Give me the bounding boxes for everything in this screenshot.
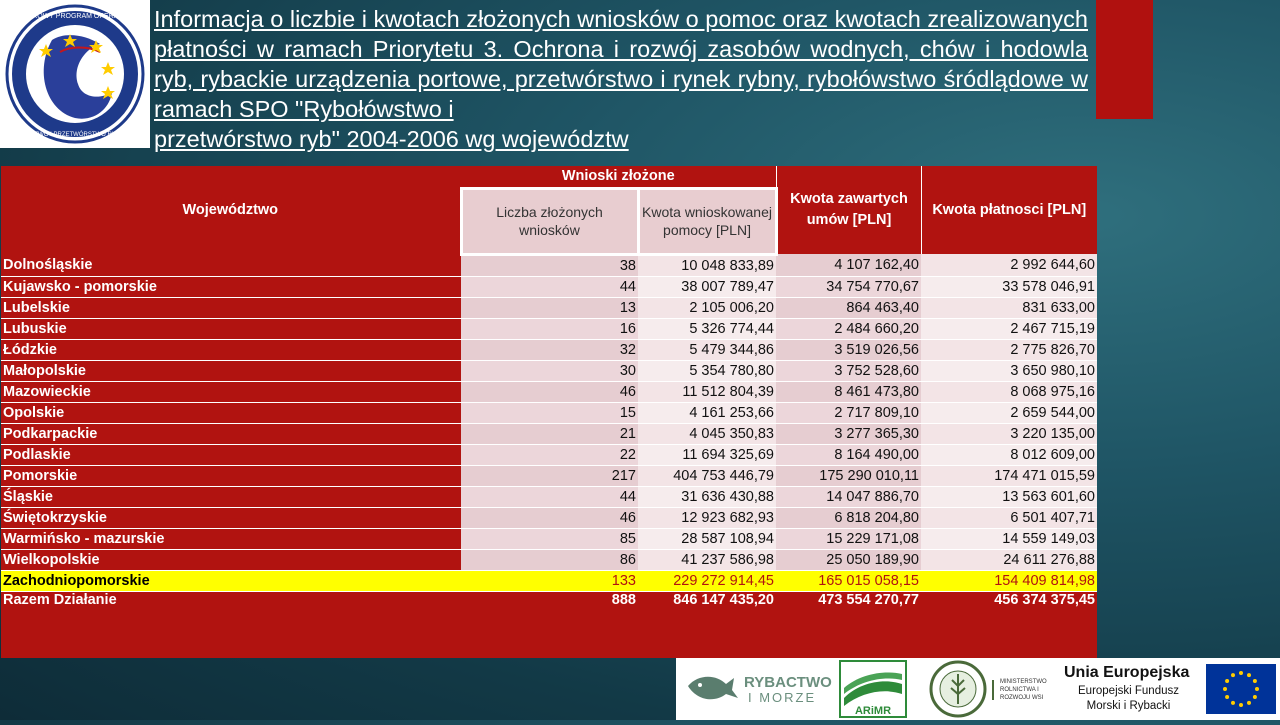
voivodeship-cell: Lubuskie	[1, 318, 461, 339]
contracts-cell: 175 290 010,11	[776, 465, 921, 486]
contracts-cell: 14 047 886,70	[776, 486, 921, 507]
contracts-cell: 2 484 660,20	[776, 318, 921, 339]
payments-cell: 6 501 407,71	[921, 507, 1097, 528]
table-row	[1, 465, 1097, 486]
voivodeship-cell: Podlaskie	[1, 444, 461, 465]
count-cell: 133	[461, 570, 638, 591]
title-main: Informacja o liczbie i kwotach złożonych wniosków o pomoc oraz kwotach zrealizowanych płatności w ramach Priorytetu 3. Ochrona i rozwój zasobów wodnych, chów i hodowla ryb, rybackie urządzenia portowe, przetwórstwo i rynek rybny, rybołówstwo śródlądowe w ramach SPO "Rybołówstwo i	[154, 6, 1088, 122]
contracts-cell: 8 164 490,00	[776, 444, 921, 465]
payments-cell: 2 467 715,19	[921, 318, 1097, 339]
requested-cell: 4 045 350,83	[638, 423, 776, 444]
count-cell: 85	[461, 528, 638, 549]
eu-subtitle: Europejski Fundusz Morski i Rybacki	[1078, 685, 1179, 712]
voivodeship-cell: Podkarpackie	[1, 423, 461, 444]
requested-cell: 11 694 325,69	[638, 444, 776, 465]
header-applications-group: Wnioski złożone	[461, 166, 776, 188]
payments-cell: 8 068 975,16	[921, 381, 1097, 402]
table-row	[1, 528, 1097, 549]
eu-flag	[1206, 664, 1276, 714]
total-name-cell: Razem Działanie	[1, 591, 461, 610]
ministry-logo	[926, 658, 1056, 720]
requested-cell: 5 354 780,80	[638, 360, 776, 381]
eu-star-icon	[1231, 701, 1235, 705]
table-row	[1, 402, 1097, 423]
table-row	[1, 570, 1097, 591]
requested-cell: 229 272 914,45	[638, 570, 776, 591]
voivodeship-cell: Łódzkie	[1, 339, 461, 360]
eu-star-icon	[1247, 673, 1251, 677]
header-contracts: Kwota zawartych umów [PLN]	[776, 166, 921, 254]
contracts-cell: 864 463,40	[776, 297, 921, 318]
payments-cell: 3 220 135,00	[921, 423, 1097, 444]
requested-cell: 4 161 253,66	[638, 402, 776, 423]
table-row	[1, 549, 1097, 570]
voivodeship-cell: Małopolskie	[1, 360, 461, 381]
table-row	[1, 297, 1097, 318]
decorative-red-block	[1096, 0, 1153, 119]
payments-cell: 2 659 544,00	[921, 402, 1097, 423]
contracts-cell: 3 519 026,56	[776, 339, 921, 360]
contracts-cell: 3 752 528,60	[776, 360, 921, 381]
voivodeship-cell: Warmińsko - mazurskie	[1, 528, 461, 549]
count-cell: 46	[461, 507, 638, 528]
voivodeship-cell: Kujawsko - pomorskie	[1, 276, 461, 297]
count-cell: 21	[461, 423, 638, 444]
total-contracts-cell: 473 554 270,77	[776, 591, 921, 610]
payments-cell: 174 471 015,59	[921, 465, 1097, 486]
contracts-cell: 15 229 171,08	[776, 528, 921, 549]
header-application-count: Liczba złożonych wniosków	[461, 188, 638, 254]
arimr-text: ARiMR	[854, 705, 892, 717]
requested-cell: 10 048 833,89	[638, 254, 776, 276]
rybactwo-logo	[682, 658, 832, 720]
count-cell: 217	[461, 465, 638, 486]
voivodeship-cell: Pomorskie	[1, 465, 461, 486]
arimr-logo	[836, 658, 910, 720]
count-cell: 30	[461, 360, 638, 381]
payments-cell: 3 650 980,10	[921, 360, 1097, 381]
ministry-text: MINISTERSTWO ROLNICTWA I ROZWOJU WSI	[1000, 679, 1047, 701]
payments-cell: 8 012 609,00	[921, 444, 1097, 465]
table-row	[1, 318, 1097, 339]
voivodeship-cell: Śląskie	[1, 486, 461, 507]
contracts-cell: 4 107 162,40	[776, 254, 921, 276]
count-cell: 38	[461, 254, 638, 276]
requested-cell: 2 105 006,20	[638, 297, 776, 318]
payments-cell: 13 563 601,60	[921, 486, 1097, 507]
eu-star-icon	[1225, 695, 1229, 699]
header-voivodeship: Województwo	[1, 166, 461, 254]
eu-star-icon	[1239, 671, 1243, 675]
voivodeship-cell: Świętokrzyskie	[1, 507, 461, 528]
count-cell: 86	[461, 549, 638, 570]
requested-cell: 31 636 430,88	[638, 486, 776, 507]
program-logo	[0, 0, 150, 148]
payments-cell: 2 775 826,70	[921, 339, 1097, 360]
eu-star-icon	[1223, 687, 1227, 691]
requested-cell: 404 753 446,79	[638, 465, 776, 486]
eu-star-icon	[1247, 701, 1251, 705]
count-cell: 32	[461, 339, 638, 360]
table-row	[1, 339, 1097, 360]
requested-cell: 11 512 804,39	[638, 381, 776, 402]
logo-text-top: SEKTOROWY PROGRAM OPERACYJNY	[8, 13, 142, 20]
table-row	[1, 360, 1097, 381]
rybactwo-line1: RYBACTWO	[744, 674, 832, 691]
data-table	[1, 166, 1097, 658]
eu-star-icon	[1253, 695, 1257, 699]
contracts-cell: 3 277 365,30	[776, 423, 921, 444]
payments-cell: 831 633,00	[921, 297, 1097, 318]
voivodeship-cell: Zachodniopomorskie	[1, 570, 461, 591]
footer-logos	[676, 658, 1280, 720]
rybactwo-line2: I MORZE	[748, 690, 817, 705]
count-cell: 13	[461, 297, 638, 318]
total-row	[1, 591, 1097, 610]
contracts-cell: 2 717 809,10	[776, 402, 921, 423]
payments-cell: 154 409 814,98	[921, 570, 1097, 591]
table-row	[1, 381, 1097, 402]
contracts-cell: 34 754 770,67	[776, 276, 921, 297]
payments-cell: 33 578 046,91	[921, 276, 1097, 297]
voivodeship-cell: Mazowieckie	[1, 381, 461, 402]
table-row	[1, 276, 1097, 297]
requested-cell: 28 587 108,94	[638, 528, 776, 549]
payments-cell: 24 611 276,88	[921, 549, 1097, 570]
table-row	[1, 254, 1097, 276]
payments-cell: 14 559 149,03	[921, 528, 1097, 549]
requested-cell: 12 923 682,93	[638, 507, 776, 528]
total-payments-cell: 456 374 375,45	[921, 591, 1097, 610]
table-row	[1, 423, 1097, 444]
table-row	[1, 486, 1097, 507]
voivodeship-cell: Dolnośląskie	[1, 254, 461, 276]
total-count-cell: 888	[461, 591, 638, 610]
logo-text-bottom: RYBOŁÓWSTWO I PRZETWÓRSTWO RYB 2004-2006	[0, 132, 150, 138]
page-title	[154, 4, 1088, 154]
requested-cell: 41 237 586,98	[638, 549, 776, 570]
contracts-cell: 8 461 473,80	[776, 381, 921, 402]
eu-star-icon	[1253, 679, 1257, 683]
count-cell: 15	[461, 402, 638, 423]
voivodeship-cell: Opolskie	[1, 402, 461, 423]
payments-cell: 2 992 644,60	[921, 254, 1097, 276]
requested-cell: 5 326 774,44	[638, 318, 776, 339]
table-row	[1, 507, 1097, 528]
eu-star-icon	[1239, 703, 1243, 707]
header-requested-amount: Kwota wnioskowanej pomocy [PLN]	[638, 188, 776, 254]
count-cell: 44	[461, 486, 638, 507]
eu-title: Unia Europejska	[1064, 664, 1190, 681]
requested-cell: 5 479 344,86	[638, 339, 776, 360]
voivodeship-cell: Lubelskie	[1, 297, 461, 318]
total-requested-cell: 846 147 435,20	[638, 591, 776, 610]
count-cell: 22	[461, 444, 638, 465]
requested-cell: 38 007 789,47	[638, 276, 776, 297]
contracts-cell: 165 015 058,15	[776, 570, 921, 591]
eu-star-icon	[1225, 679, 1229, 683]
eu-star-icon	[1255, 687, 1259, 691]
eu-star-icon	[1231, 673, 1235, 677]
count-cell: 46	[461, 381, 638, 402]
header-payments: Kwota płatnosci [PLN]	[921, 166, 1097, 254]
count-cell: 16	[461, 318, 638, 339]
voivodeship-cell: Wielkopolskie	[1, 549, 461, 570]
table-row	[1, 444, 1097, 465]
count-cell: 44	[461, 276, 638, 297]
title-last-line: przetwórstwo ryb" 2004-2006 wg województw	[154, 126, 629, 152]
contracts-cell: 25 050 189,90	[776, 549, 921, 570]
contracts-cell: 6 818 204,80	[776, 507, 921, 528]
